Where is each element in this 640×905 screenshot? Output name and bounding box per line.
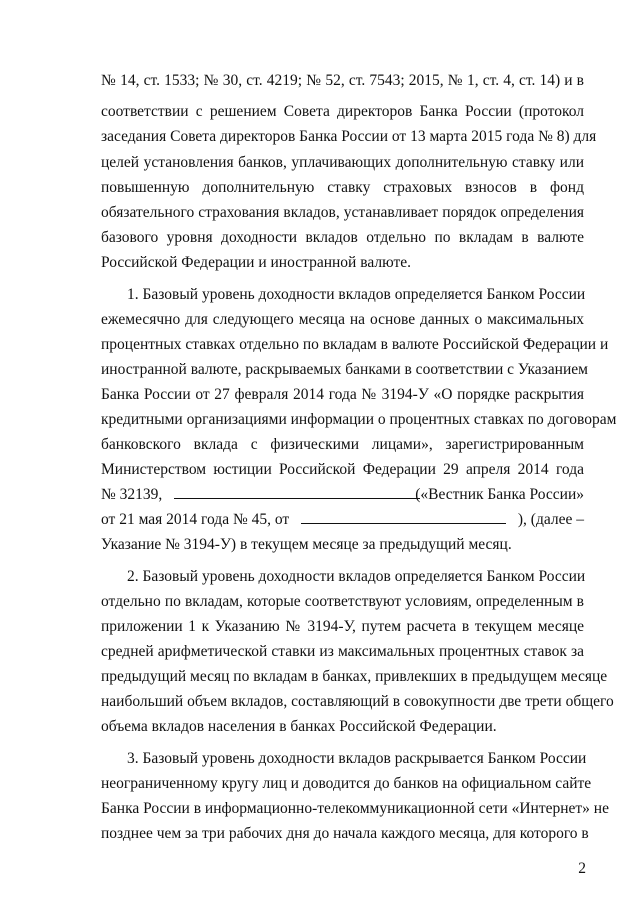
registration-number: № 32139, <box>101 486 163 503</box>
intro-line: целей установления банков, уплачивающих дополнительную ставку или <box>101 154 584 171</box>
item1-line: кредитными организациями информации о процентных ставках по договорам <box>101 411 617 428</box>
intro-line: заседания Совета директоров Банка России от 13 марта 2015 года № 8) для <box>101 128 597 145</box>
intro-line: базового уровня доходности вкладов отдельно по вкладам в валюте <box>101 229 584 246</box>
item1-line: Министерством юстиции Российской Федерации 29 апреля 2014 года <box>101 461 584 478</box>
item2-line: объема вкладов населения в банках Российской Федерации. <box>101 718 497 735</box>
item1-line: иностранной валюте, раскрываемых банками в соответствии с Указанием <box>101 361 588 378</box>
item3-line: Банка России в информационно-телекоммуникационной сети «Интернет» не <box>101 800 609 817</box>
item2-line: средней арифметической ставки из максимальных процентных ставок за <box>101 643 584 660</box>
registration-source: («Вестник Банка России» <box>415 486 584 503</box>
page-number: 2 <box>578 860 586 877</box>
item1-registration-line <box>101 484 584 506</box>
item1-line: Указание № 3194-У) в текущем месяце за предыдущий месяц. <box>101 536 512 553</box>
publication-info: от 21 мая 2014 года № 45, от <box>101 511 290 528</box>
publication-blank <box>301 509 506 524</box>
item3-line: позднее чем за три рабочих дня до начала каждого месяца, для которого в <box>101 825 589 842</box>
intro-line: обязательного страхования вкладов, устанавливает порядок определения <box>101 204 584 221</box>
item2-line: отдельно по вкладам, которые соответствуют условиям, определенным в <box>101 593 584 610</box>
item3-line: неограниченному кругу лиц и доводится до банков на официальном сайте <box>101 775 592 792</box>
item1-line: процентных ставках отдельно по вкладам в валюте Российской Федерации и <box>101 336 609 353</box>
item1-publication-line <box>101 509 584 531</box>
publication-suffix: ), (далее – <box>517 511 584 528</box>
intro-line: № 14, ст. 1533; № 30, ст. 4219; № 52, ст. 7543; 2015, № 1, ст. 4, ст. 14) и в <box>101 72 584 89</box>
item1-line: банковского вклада с физическими лицами», зарегистрированным <box>101 436 584 453</box>
item3-line: 3. Базовый уровень доходности вкладов раскрывается Банком России <box>127 750 587 767</box>
item2-line: наибольший объем вкладов, составляющий в совокупности две трети общего <box>101 693 614 710</box>
intro-line: соответствии с решением Совета директоров Банка России (протокол <box>101 103 584 120</box>
registration-blank <box>174 484 420 499</box>
item1-line: ежемесячно для следующего месяца на основе данных о максимальных <box>101 311 584 328</box>
item2-line: 2. Базовый уровень доходности вкладов определяется Банком России <box>127 568 586 585</box>
item1-line: 1. Базовый уровень доходности вкладов определяется Банком России <box>127 286 586 303</box>
item2-line: предыдущий месяц по вкладам в банках, привлекших в предыдущем месяце <box>101 668 608 685</box>
item2-line: приложении 1 к Указанию № 3194-У, путем расчета в текущем месяце <box>101 618 584 635</box>
item1-line: Банка России от 27 февраля 2014 года № 3194-У «О порядке раскрытия <box>101 386 584 403</box>
intro-line: Российской Федерации и иностранной валюте. <box>101 254 411 271</box>
intro-line: повышенную дополнительную ставку страховых взносов в фонд <box>101 179 584 196</box>
